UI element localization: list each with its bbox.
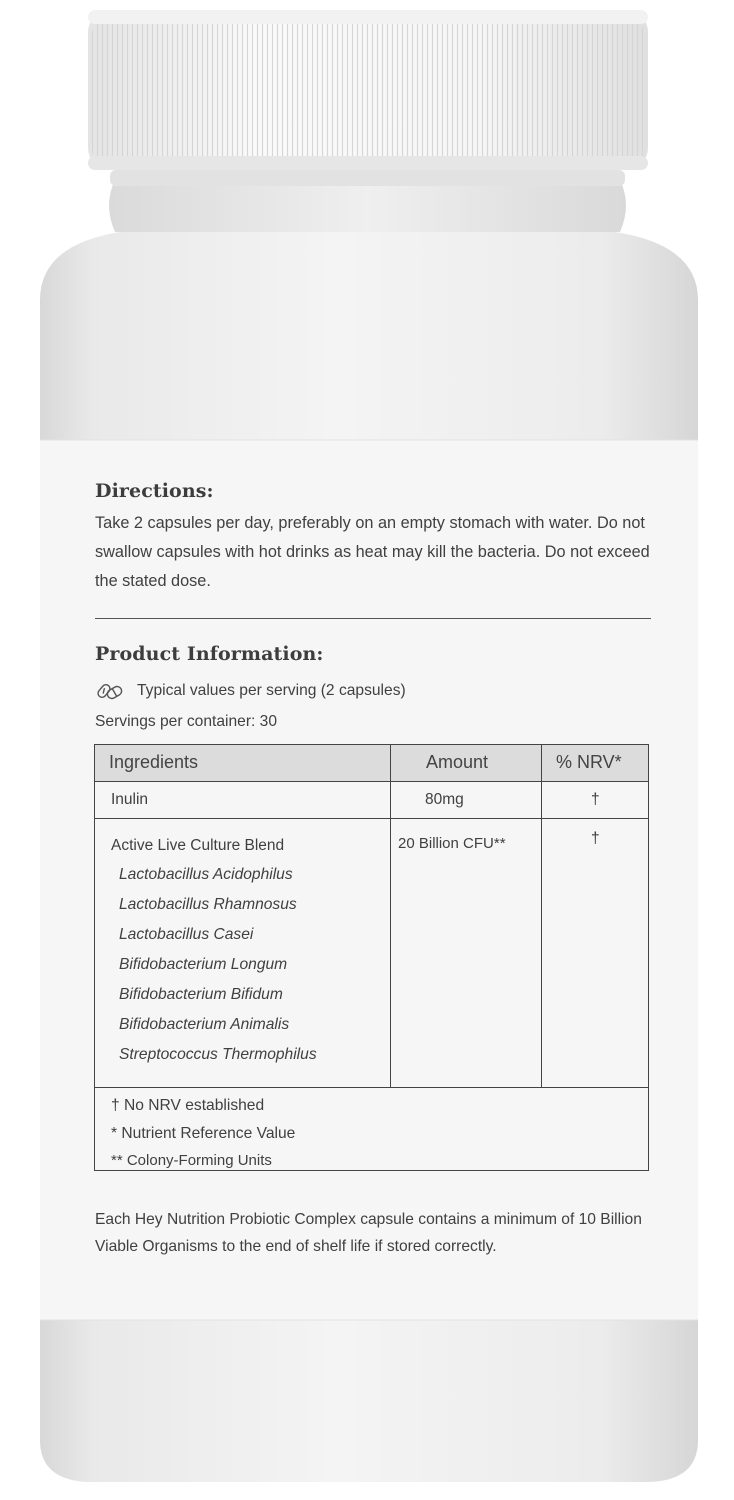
ingredient-name: Active Live Culture Blend — [111, 837, 285, 854]
strain-item: Lactobacillus Casei — [119, 926, 254, 943]
ingredient-amount: 20 Billion CFU** — [398, 835, 506, 852]
typical-values-line — [95, 677, 406, 705]
typical-values-text: Typical values per serving (2 capsules) — [137, 682, 406, 699]
bottle-neck — [109, 180, 626, 232]
strain-item: Bifidobacterium Animalis — [119, 1016, 290, 1033]
ingredients-table — [94, 744, 649, 1171]
footnote: ** Colony-Forming Units — [111, 1152, 272, 1169]
header-ingredients: Ingredients — [109, 752, 199, 772]
row-divider — [95, 818, 648, 819]
directions-section — [95, 480, 655, 596]
directions-text: Take 2 capsules per day, preferably on an empty stomach with water. Do not swallow capsules with hot drinks as heat may kill the bacteria. Do not exceed the stated dose. — [95, 514, 650, 590]
row-divider — [95, 1087, 648, 1088]
strain-item: Bifidobacterium Bifidum — [119, 986, 283, 1003]
header-nrv: % NRV* — [556, 752, 622, 772]
ingredient-nrv: † — [591, 791, 600, 808]
column-divider — [390, 745, 391, 1088]
directions-title: Directions: — [95, 480, 214, 502]
footnote: † No NRV established — [111, 1097, 265, 1114]
column-divider — [541, 745, 542, 1088]
strain-item: Lactobacillus Rhamnosus — [119, 896, 297, 913]
footnote: * Nutrient Reference Value — [111, 1125, 296, 1142]
section-divider — [95, 618, 651, 619]
capsule-icon — [95, 677, 125, 705]
product-info-title: Product Information: — [95, 643, 324, 665]
closing-statement: Each Hey Nutrition Probiotic Complex capsule contains a minimum of 10 Billion Viable Organisms to the end of shelf life if stored correctly. — [95, 1210, 642, 1255]
strain-item: Bifidobacterium Longum — [119, 956, 288, 973]
strain-item: Lactobacillus Acidophilus — [119, 866, 293, 883]
ingredient-nrv: † — [591, 830, 600, 847]
servings-per-container: Servings per container: 30 — [95, 713, 278, 730]
ingredient-amount: 80mg — [425, 791, 464, 808]
ingredient-name: Inulin — [111, 791, 149, 808]
header-amount: Amount — [426, 752, 489, 772]
strain-item: Streptococcus Thermophilus — [119, 1046, 317, 1063]
